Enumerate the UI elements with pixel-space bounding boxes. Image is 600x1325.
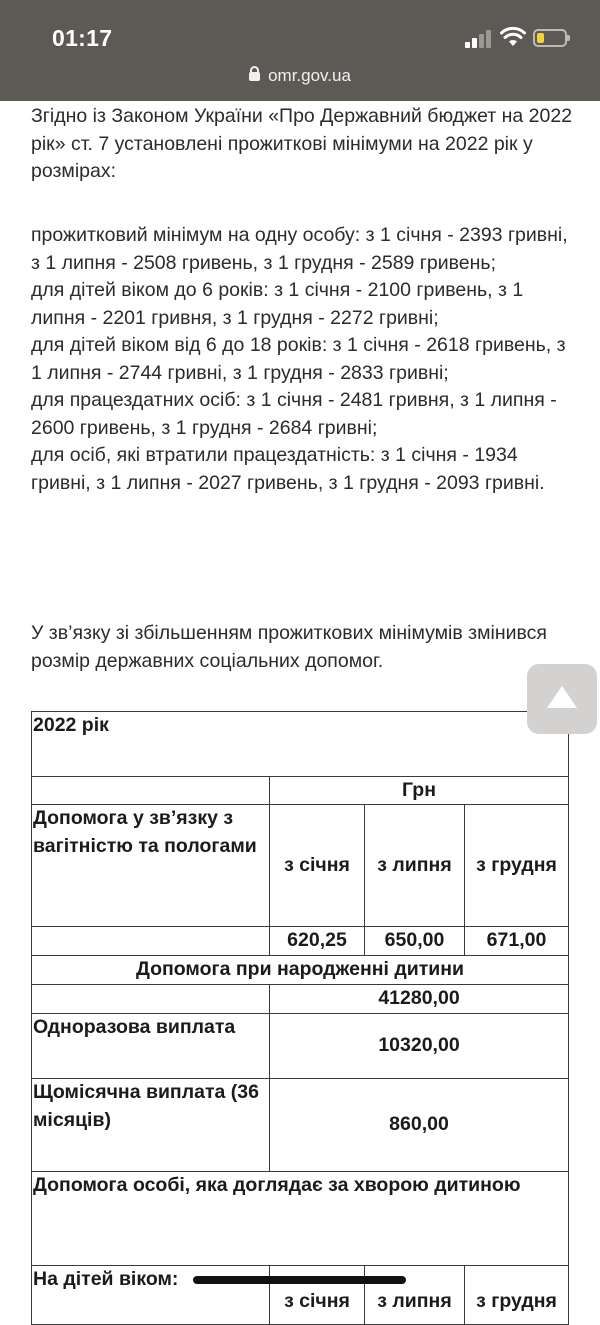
arrow-up-icon [547,686,577,708]
column-header-dec: з грудня [464,804,569,927]
status-time: 01:17 [52,25,113,51]
birth-header: Допомога при народженні дитини [31,955,569,985]
cellular-signal-icon [465,30,493,48]
pregnancy-value-dec: 671,00 [464,926,569,956]
minimum-item: для дітей віком від 6 до 18 років: з 1 січня - 2618 гривень, з 1 липня - 2744 гривні, з 1 грудня - 2833 гривні; [31,334,566,384]
benefits-table [31,711,569,1311]
empty-cell [31,776,270,805]
year-cell: 2022 рік [31,711,569,777]
one-time-value: 10320,00 [269,1013,569,1079]
column-header-jan: з січня [269,804,365,927]
column-header-dec: з грудня [464,1265,569,1325]
minimums-list [31,222,576,497]
url-text: omr.gov.ua [268,66,351,85]
empty-cell [31,926,270,956]
intro-paragraph: Згідно із Законом України «Про Державний бюджет на 2022 рік» ст. 7 установлені прожиткові мінімуми на 2022 рік у розмірах: [31,105,573,182]
currency-header: Грн [269,776,569,805]
children-age-label: На дітей віком: [31,1265,270,1325]
minimum-item: для дітей віком до 6 років: з 1 січня - 2100 гривень, з 1 липня - 2201 гривня, з 1 грудня - 2272 гривні; [31,279,524,329]
scroll-to-top-button[interactable] [527,664,597,734]
lock-icon [249,72,260,81]
column-header-jan: з січня [269,1265,365,1325]
minimum-item: для осіб, які втратили працездатність: з 1 січня - 1934 гривні, з 1 липня - 2027 гривень, з 1 грудня - 2093 гривні. [31,444,545,494]
note-paragraph: У зв’язку зі збільшенням прожиткових мінімумів змінився розмір державних соціальних допомог. [31,622,547,672]
pregnancy-value-jul: 650,00 [364,926,465,956]
minimum-item: для працездатних осіб: з 1 січня - 2481 гривня, з 1 липня - 2600 гривень, з 1 грудня - 2684 гривні; [31,389,557,439]
birth-total: 41280,00 [269,984,569,1014]
monthly-value: 860,00 [269,1078,569,1172]
column-header-jul: з липня [364,1265,465,1325]
pregnancy-value-jan: 620,25 [269,926,365,956]
battery-icon [533,29,567,47]
sick-child-label: Допомога особі, яка доглядає за хворою дитиною [31,1171,569,1266]
pregnancy-label: Допомога у зв’язку з вагітністю та пологами [31,804,270,927]
browser-top-bar [0,0,600,101]
one-time-label: Одноразова виплата [31,1013,270,1079]
address-bar[interactable] [0,66,600,86]
empty-cell [31,984,270,1014]
minimum-item: прожитковий мінімум на одну особу: з 1 січня - 2393 гривні, з 1 липня - 2508 гривень, з 1 грудня - 2589 гривень; [31,224,568,274]
wifi-icon [500,26,526,48]
column-header-jul: з липня [364,804,465,927]
horizontal-scrollbar[interactable] [193,1276,406,1284]
monthly-label: Щомісячна виплата (36 місяців) [31,1078,270,1172]
